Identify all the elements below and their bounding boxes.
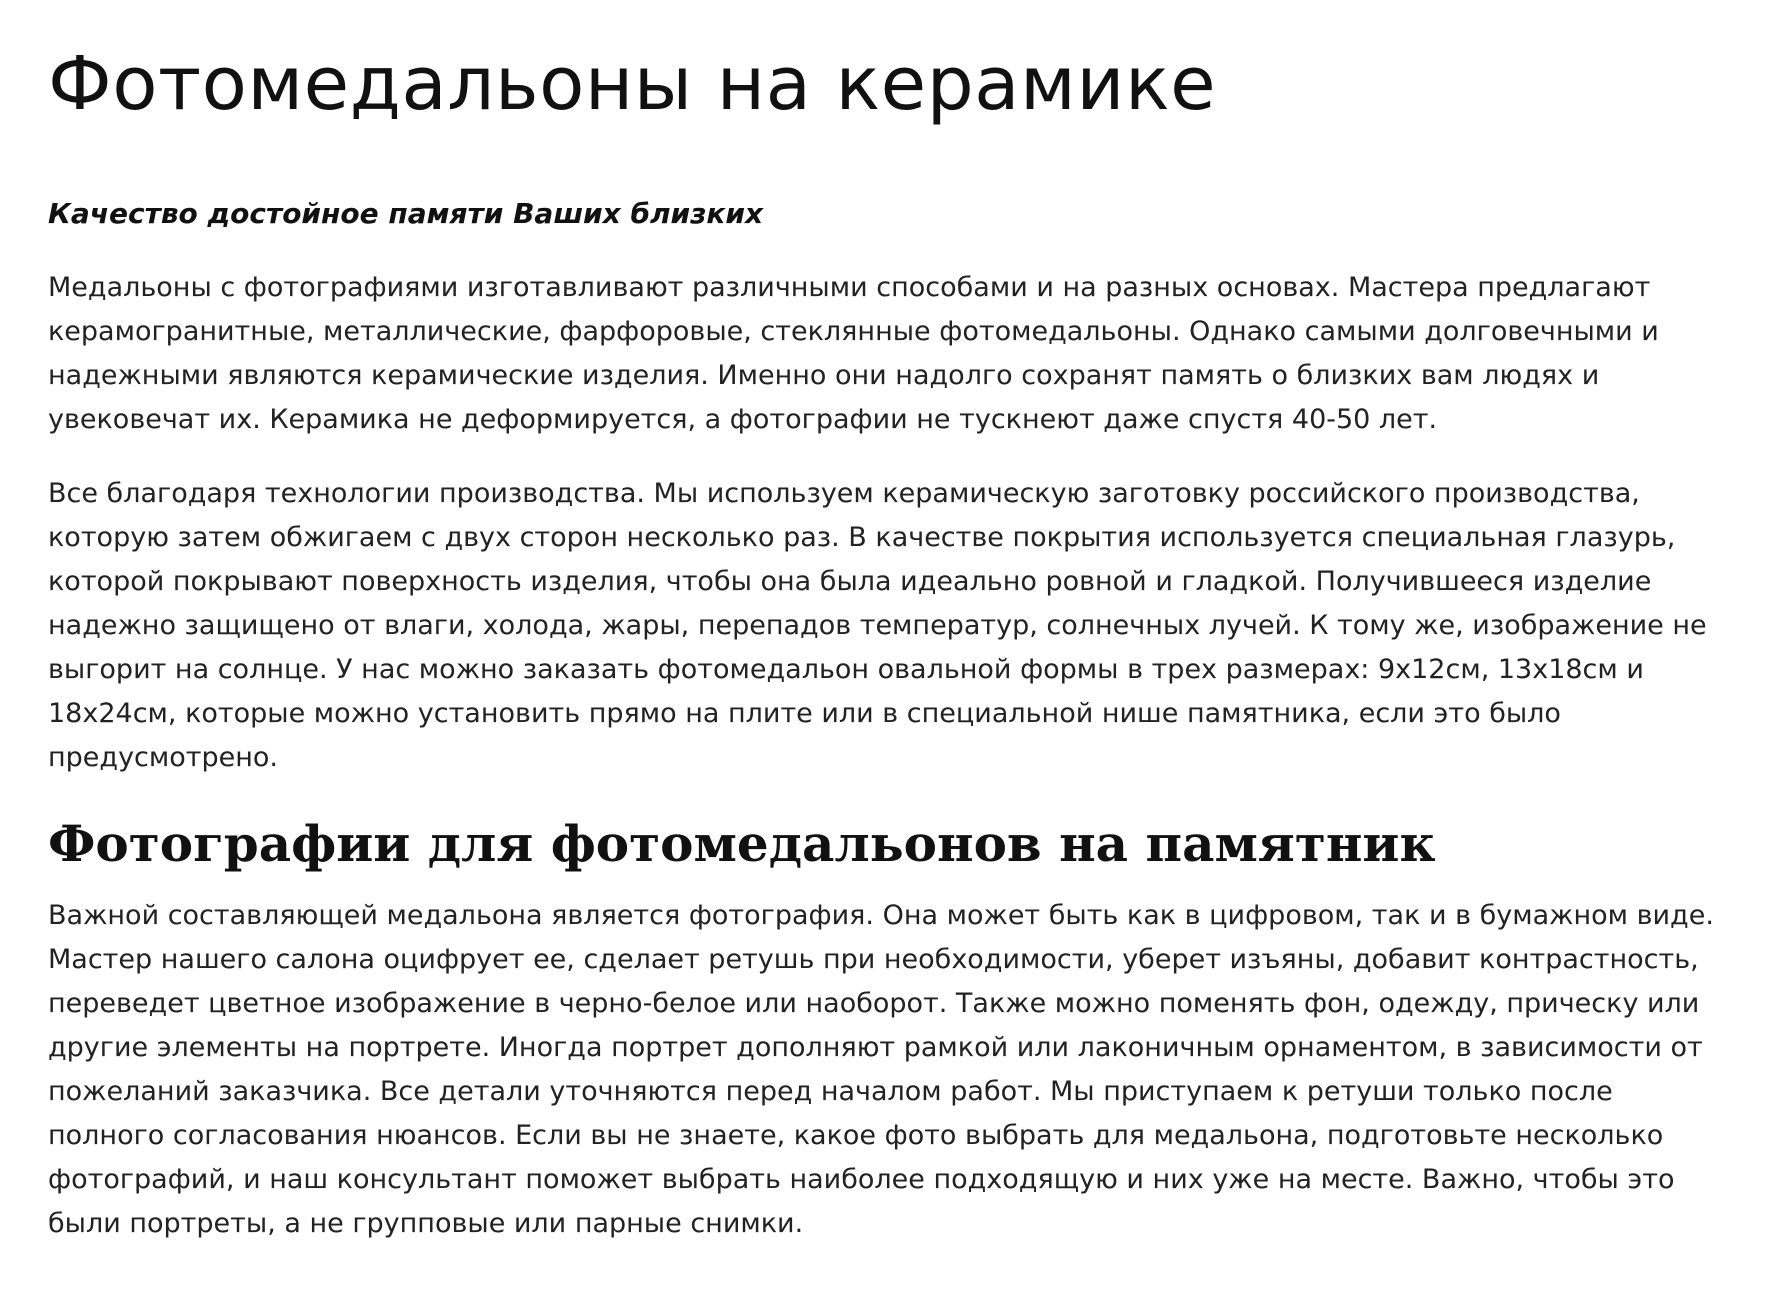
page-title: Фотомедальоны на керамике: [48, 41, 1217, 127]
intro-paragraph: Медальоны с фотографиями изготавливают различными способами и на разных основах. Мастера предлагают керамогранитные, металлические, фарфоровые, стеклянные фотомедальоны. Однако самыми долговечными и надежными являются керамические изделия. Именно они надолго сохранят память о близких вам людях и увековечат их. Керамика не деформируется, а фотографии не тускнеют даже спустя 40-50 лет.: [48, 272, 1659, 435]
article-subtitle: Качество достойное памяти Ваших близких: [48, 197, 764, 230]
technology-paragraph: Все благодаря технологии производства. Мы используем керамическую заготовку российского производства, которую затем обжигаем с двух сторон несколько раз. В качестве покрытия используется специальная глазурь, которой покрывают поверхность изделия, чтобы она была идеально ровной и гладкой. Получившееся изделие надежно защищено от влаги, холода, жары, перепадов температур, солнечных лучей. К тому же, изображение не выгорит на солнце. У нас можно заказать фотомедальон овальной формы в трех размерах: 9х12см, 13х18см и 18х24см, которые можно установить прямо на плите или в специальной нише памятника, если это было предусмотрено.: [48, 478, 1707, 773]
section-heading: Фотографии для фотомедальонов на памятник: [48, 814, 1436, 873]
photo-requirements-paragraph: Важной составляющей медальона является фотография. Она может быть как в цифровом, так и в бумажном виде. Мастер нашего салона оцифрует ее, сделает ретушь при необходимости, уберет изъяны, добавит контрастность, переведет цветное изображение в черно-белое или наоборот. Также можно поменять фон, одежду, прическу или другие элементы на портрете. Иногда портрет дополняют рамкой или лаконичным орнаментом, в зависимости от пожеланий заказчика. Все детали уточняются перед началом работ. Мы приступаем к ретуши только после полного согласования нюансов. Если вы не знаете, какое фото выбрать для медальона, подготовьте несколько фотографий, и наш консультант поможет выбрать наиболее подходящую и них уже на месте. Важно, чтобы это были портреты, а не групповые или парные снимки.: [48, 900, 1714, 1239]
